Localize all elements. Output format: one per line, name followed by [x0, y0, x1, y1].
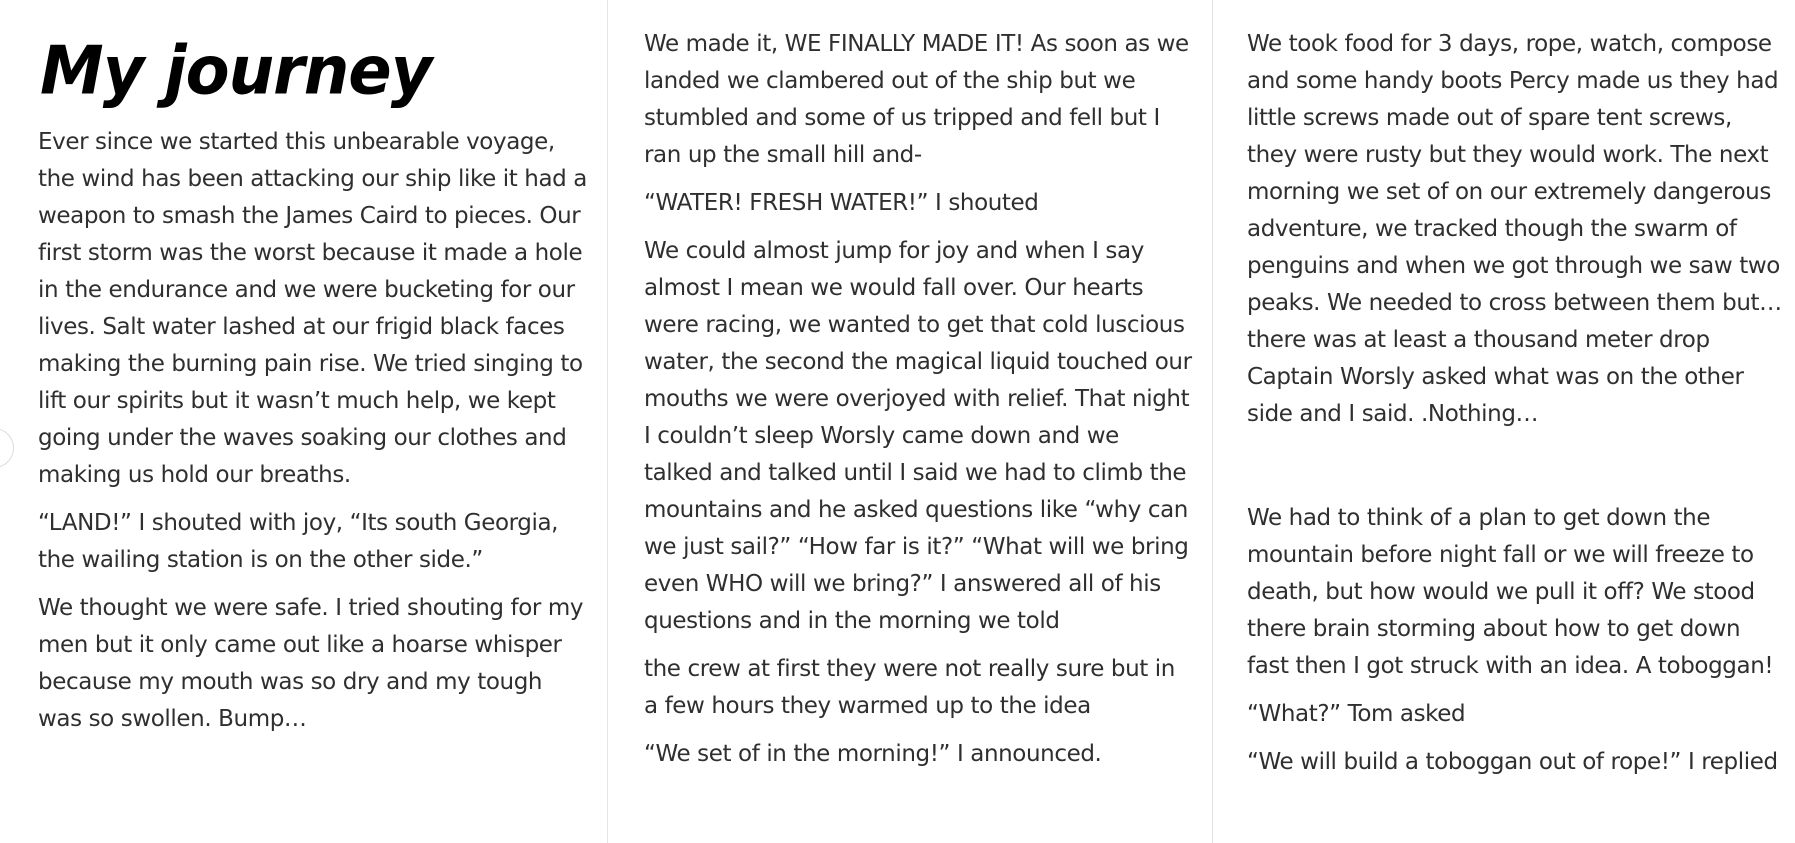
column-2 — [607, 0, 1212, 843]
paragraph: We took food for 3 days, rope, watch, compose and some handy boots Percy made us they had little screws made out of spare tent screws, they were rusty but they would work. The next morning we set of on our extremely dangerous adventure, we tracked though the swarm of penguins and when we got through we saw two peaks. We needed to cross between them but… there was at least a thousand meter drop Captain Worsly asked what was on the other side and I said. .Nothing… — [1247, 31, 1782, 427]
paragraph: the crew at first they were not really sure but in a few hours they warmed up to the idea — [644, 656, 1175, 719]
column-3 — [1212, 0, 1795, 843]
paragraph: We could almost jump for joy and when I say almost I mean we would fall over. Our hearts were racing, we wanted to get that cold luscious water, the second the magical liquid touched our mouths we were overjoyed with relief. That night I couldn’t sleep Worsly came down and we talked and talked until I said we had to climb the mountains and he asked questions like “why can we just sail?” “How far is it?” “What will we bring even WHO will we bring?” I answered all of his questions and in the morning we told — [644, 238, 1192, 634]
paragraph: “WATER! FRESH WATER!” I shouted — [644, 190, 1039, 216]
paragraph: We made it, WE FINALLY MADE IT! As soon as we landed we clambered out of the ship but we stumbled and some of us tripped and fell but I ran up the small hill and- — [644, 31, 1189, 168]
paragraph: We had to think of a plan to get down the mountain before night fall or we will freeze to death, but how would we pull it off? We stood there brain storming about how to get down fast then I got struck with an idea. A toboggan! — [1247, 505, 1774, 679]
paragraph-gap — [1247, 444, 1785, 500]
column-1 — [0, 0, 607, 843]
paragraph: Ever since we started this unbearable voyage, the wind has been attacking our ship like it had a weapon to smash the James Caird to pieces. Our first storm was the worst because it made a hole in the endurance and we were bucketing for our lives. Salt water lashed at our frigid black faces making the burning pain rise. We tried singing to lift our spirits but it wasn’t much help, we kept going under the waves soaking our clothes and making us hold our breaths. — [38, 129, 587, 488]
page-title: My journey — [40, 32, 432, 111]
paragraph: “We will build a toboggan out of rope!” I replied — [1247, 749, 1778, 775]
paragraph: “We set of in the morning!” I announced. — [644, 741, 1102, 767]
paragraph: “LAND!” I shouted with joy, “Its south Georgia, the wailing station is on the other side.” — [38, 510, 559, 573]
paragraph: We thought we were safe. I tried shouting for my men but it only came out like a hoarse whisper because my mouth was so dry and my tough was so swollen. Bump… — [38, 595, 584, 732]
paragraph: “What?” Tom asked — [1247, 701, 1466, 727]
